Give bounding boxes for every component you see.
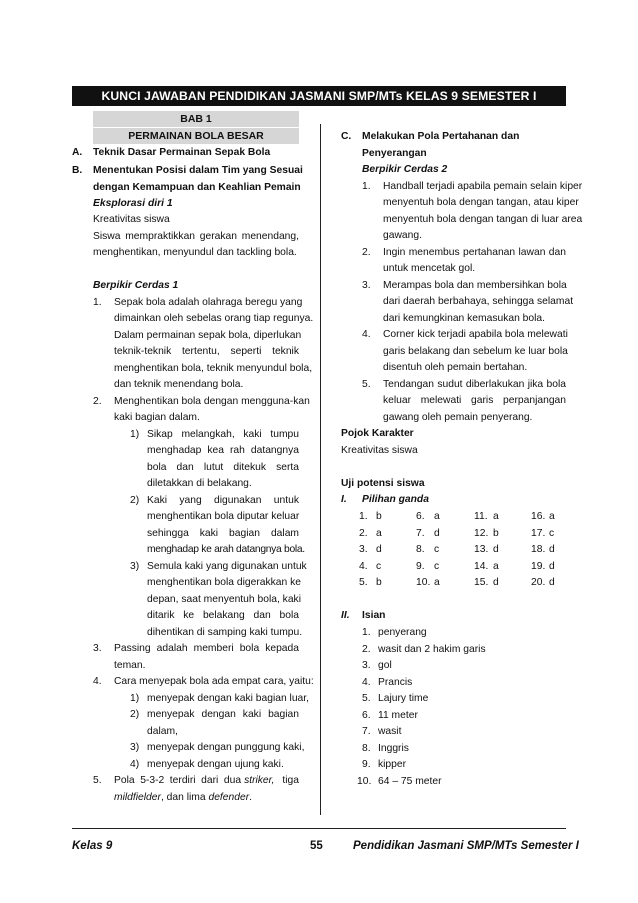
list-number: 3. [93, 643, 102, 654]
answer-text: wasit dan 2 hakim garis [378, 643, 486, 655]
list-number: 2. [362, 247, 371, 258]
footer-subject: Pendidikan Jasmani SMP/MTs Semester I [353, 840, 579, 852]
list-item [114, 773, 299, 789]
sublist-number: 1) [130, 693, 140, 704]
list-item: dari kemungkinan kemasukan bola. [383, 313, 545, 324]
sublist-item: diletakkan di belakang. [147, 478, 252, 489]
list-item: Passing adalah memberi bola kepada [114, 643, 299, 654]
list-item-text: striker, [244, 775, 275, 786]
answer-number: 20. [531, 577, 546, 588]
list-item-text: Pola 5-3-2 terdiri dari dua [114, 775, 242, 786]
answer-number: 17. [531, 527, 546, 539]
footer-grade: Kelas 9 [72, 840, 113, 852]
answer-text: 64 – 75 meter [378, 775, 442, 787]
answer-choice: a [434, 577, 440, 588]
list-item: dari daerah berbahaya, sehingga selamat [383, 296, 574, 307]
answer-choice: b [493, 527, 499, 539]
list-item: dimainkan oleh sebelas orang tiap regunya. [114, 313, 314, 324]
list-item: untuk mencetak gol. [383, 263, 476, 274]
answer-number: 8. [416, 544, 425, 555]
answer-number: 13. [474, 544, 489, 555]
answer-text: Inggris [378, 742, 409, 754]
sublist-item: dihentikan di samping kaki tumpu. [147, 627, 303, 638]
answer-number: 18. [531, 544, 546, 555]
list-item: menghentikan bola, teknik menyundul bola, [114, 363, 313, 374]
list-number: 4. [93, 676, 102, 687]
list-item: teknik-teknik tertentu, seperti teknik [114, 346, 299, 357]
answer-number: 6. [416, 511, 425, 522]
answer-number: 3. [359, 544, 368, 555]
list-item: Handball terjadi apabila pemain selain kiper [383, 181, 583, 192]
answer-number: 9. [362, 759, 371, 770]
section-heading: Penyerangan [362, 148, 427, 159]
list-item [114, 790, 252, 806]
answer-number: 5. [362, 693, 371, 704]
answer-choice: d [549, 544, 555, 555]
answer-number: 19. [531, 560, 546, 572]
sublist-item: Kaki yang digunakan untuk [147, 495, 299, 506]
answer-choice: b [376, 577, 382, 588]
list-item-text: . [249, 792, 252, 803]
answer-number: 14. [474, 560, 489, 572]
answer-number: 4. [359, 560, 368, 572]
answer-choice: d [493, 544, 499, 555]
list-item: Ingin menembus pertahanan lawan dan [383, 247, 566, 258]
activity-heading: Berpikir Cerdas 2 [362, 164, 448, 175]
section-heading: Teknik Dasar Permainan Sepak Bola [93, 147, 271, 158]
sublist-item: menyepak dengan ujung kaki. [147, 759, 284, 770]
answer-choice: d [376, 544, 382, 555]
list-number: 1. [362, 181, 371, 192]
roman-numeral: II. [341, 610, 350, 621]
answer-number: 2. [362, 643, 371, 655]
section-heading: dengan Kemampuan dan Keahlian Pemain [93, 182, 301, 193]
list-item: disentuh oleh pemain bertahan. [383, 362, 528, 373]
sublist-number: 1) [130, 429, 140, 440]
answer-number: 4. [362, 676, 371, 688]
answer-number: 5. [359, 577, 368, 588]
chapter-title: PERMAINAN BOLA BESAR [93, 128, 299, 144]
list-item: Cara menyepak bola ada empat cara, yaitu: [114, 676, 314, 687]
answer-choice: a [549, 511, 555, 522]
sublist-item: sehingga kaki bagian dalam [147, 528, 299, 539]
answer-text: kipper [378, 759, 407, 770]
answer-number: 2. [359, 527, 368, 539]
list-number: 3. [362, 280, 371, 291]
answer-number: 7. [416, 527, 425, 539]
sublist-number: 3) [130, 742, 140, 753]
answer-text: penyerang [378, 627, 427, 638]
list-number: 5. [93, 775, 102, 786]
sublist-item: Sikap melangkah, kaki tumpu [147, 429, 299, 440]
list-item: Corner kick terjadi apabila bola melewati [383, 329, 568, 340]
sublist-item: ditarik ke belakang dan bola [147, 610, 299, 621]
answer-text: gol [378, 660, 392, 671]
column-divider [320, 124, 321, 815]
section-heading: Uji potensi siswa [341, 478, 425, 489]
body-text: menghentikan, menyundul dan tackling bola. [93, 247, 297, 258]
sublist-number: 2) [130, 495, 140, 506]
chapter-number: BAB 1 [93, 111, 299, 127]
sublist-item: menghadap kea rah datangnya [147, 445, 299, 456]
answer-number: 16. [531, 511, 546, 522]
list-item: Dalam permainan sepak bola, diperlukan [114, 330, 302, 341]
answer-number: 12. [474, 527, 489, 539]
answer-choice: a [493, 511, 499, 522]
list-item: gawang. [383, 230, 422, 241]
answer-number: 15. [474, 577, 489, 588]
sublist-item: menyepak dengan kaki bagian luar, [147, 693, 310, 704]
answer-choice: c [549, 527, 555, 539]
list-item: Sepak bola adalah olahraga beregu yang [114, 297, 303, 308]
body-text: Siswa mempraktikkan gerakan menendang, [93, 231, 299, 242]
sublist-item: depan, saat menyentuh bola, kaki [147, 594, 301, 605]
page-title: KUNCI JAWABAN PENDIDIKAN JASMANI SMP/MTs KELAS 9 SEMESTER I [72, 86, 566, 106]
sublist-item: menghentikan bola digerakkan ke [147, 577, 301, 588]
sublist-item: bola dan lutut ditekuk serta [147, 462, 299, 473]
answer-choice: c [376, 560, 382, 572]
list-number: 1. [93, 297, 102, 308]
list-item: Menghentikan bola dengan mengguna-kan [114, 396, 310, 407]
subsection-heading: Isian [362, 610, 386, 621]
section-label: A. [72, 147, 83, 158]
page-number: 55 [310, 840, 323, 852]
subsection-heading: Pilihan ganda [362, 494, 429, 505]
roman-numeral: I. [341, 494, 347, 505]
list-item: dan teknik menendang bola. [114, 379, 244, 390]
sublist-number: 3) [130, 561, 140, 572]
answer-number: 10. [416, 577, 431, 588]
list-item: Merampas bola dan membersihkan bola [383, 280, 567, 291]
list-item-text: , dan lima [160, 792, 206, 803]
answer-text: wasit [378, 726, 402, 737]
answer-choice: d [493, 577, 499, 588]
answer-choice: d [434, 527, 440, 539]
body-text: Kreativitas siswa [341, 445, 418, 456]
section-heading: Pojok Karakter [341, 428, 414, 439]
list-item: Tendangan sudut diberlakukan jika bola [383, 379, 566, 390]
list-item: keluar melewati garis perpanjangan [383, 395, 566, 406]
list-number: 4. [362, 329, 371, 340]
answer-number: 9. [416, 560, 425, 572]
footer-divider [72, 828, 566, 829]
answer-number: 8. [362, 742, 371, 754]
sublist-item: menyepak dengan punggung kaki, [147, 742, 305, 753]
list-item: kaki bagian dalam. [114, 412, 200, 423]
answer-choice: d [549, 577, 555, 588]
answer-choice: c [434, 560, 440, 572]
activity-heading: Berpikir Cerdas 1 [93, 280, 179, 291]
answer-number: 1. [362, 627, 371, 638]
answer-choice: a [376, 527, 382, 539]
list-item-text: tiga [282, 775, 299, 786]
activity-heading: Eksplorasi diri 1 [93, 198, 173, 209]
list-item: menyentuh bola dengan tangan, atau kiper [383, 197, 579, 208]
section-label: B. [72, 165, 83, 176]
section-heading: Menentukan Posisi dalam Tim yang Sesuai [93, 165, 303, 176]
list-number: 2. [93, 396, 102, 407]
sublist-item: dalam, [147, 726, 178, 737]
answer-text: 11 meter [378, 709, 418, 721]
answer-number: 11. [474, 511, 488, 522]
sublist-number: 2) [130, 709, 140, 720]
list-item: garis belakang dan sebelum ke luar bola [383, 346, 568, 357]
section-heading: Melakukan Pola Pertahanan dan [362, 131, 520, 142]
answer-text: Lajury time [378, 693, 429, 704]
answer-text: Prancis [378, 676, 413, 688]
list-item: teman. [114, 660, 146, 671]
answer-number: 3. [362, 660, 371, 671]
answer-number: 10. [357, 775, 372, 787]
answer-number: 6. [362, 709, 371, 721]
answer-number: 7. [362, 726, 371, 737]
list-number: 5. [362, 379, 371, 390]
answer-choice: a [493, 560, 499, 572]
list-item: menyentuh bola dengan tangan di luar area [383, 214, 583, 225]
answer-choice: c [434, 544, 440, 555]
sublist-item: Semula kaki yang digunakan untuk [147, 561, 307, 572]
sublist-item: menghadap ke arah datangnya bola. [147, 544, 305, 555]
answer-choice: d [549, 560, 555, 572]
sublist-number: 4) [130, 759, 140, 770]
list-item-text: mildfielder [114, 792, 161, 803]
sublist-item: menyepak dengan kaki bagian [147, 709, 299, 720]
list-item: gawang oleh pemain penyerang. [383, 412, 533, 423]
body-text: Kreativitas siswa [93, 214, 170, 225]
section-label: C. [341, 131, 352, 142]
answer-choice: b [376, 511, 382, 522]
sublist-item: menghentikan bola diputar keluar [147, 511, 300, 522]
answer-number: 1. [359, 511, 368, 522]
list-item-text: defender [208, 792, 250, 803]
answer-choice: a [434, 511, 440, 522]
